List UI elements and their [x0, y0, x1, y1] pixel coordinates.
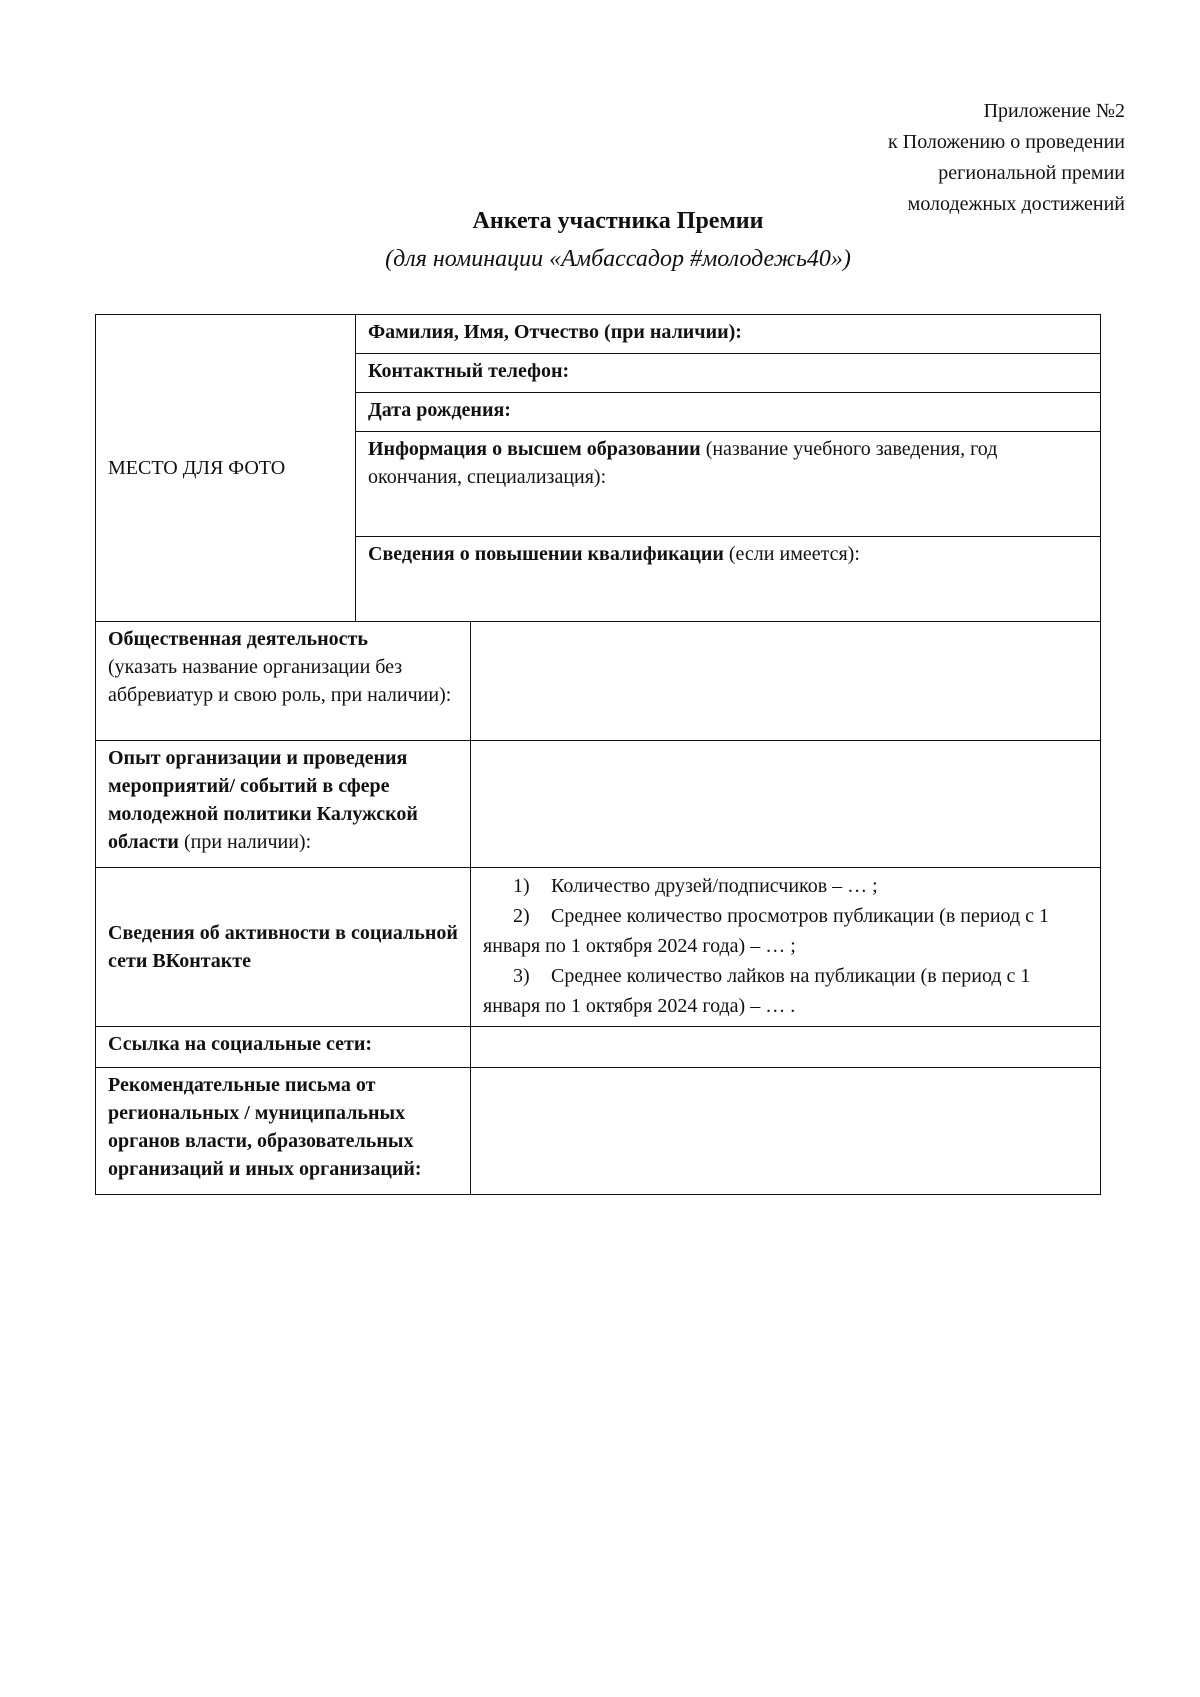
vk-stat-item [483, 961, 1090, 1021]
vk-activity-label: Сведения об активности в социальной сети ВКонтакте [108, 922, 458, 972]
vk-stat-number: 3) [513, 965, 530, 987]
appendix-note [888, 96, 1125, 220]
birth-date-label: Дата рождения: [368, 399, 511, 421]
document-title-text: Анкета участника Премии [472, 208, 764, 234]
social-activity-hint: (указать название организации без аббревиатур и свою роль, при наличии): [108, 656, 452, 706]
events-input[interactable] [471, 741, 1101, 868]
qualification-field[interactable] [356, 537, 1101, 622]
form-row-recommendation-letters [96, 1068, 1101, 1195]
social-activity-input[interactable] [471, 622, 1101, 741]
vk-stats-input[interactable] [471, 868, 1101, 1027]
letters-label-cell [96, 1068, 471, 1195]
social-activity-label: Общественная деятельность [108, 628, 368, 650]
vk-label-cell [96, 868, 471, 1027]
document-subtitle [0, 246, 1200, 273]
vk-stat-number: 2) [513, 905, 530, 927]
social-links-label: Ссылка на социальные сети: [108, 1033, 373, 1055]
photo-placeholder-label: МЕСТО ДЛЯ ФОТО [108, 457, 286, 479]
appendix-line: молодежных достижений [907, 193, 1125, 215]
education-hint: (название учебного заведения, год окончания, специализация): [368, 438, 998, 488]
appendix-line: региональной премии [938, 162, 1125, 184]
form-row-vk-activity [96, 868, 1101, 1027]
social-activity-label-cell [96, 622, 471, 741]
document-subtitle-text: (для номинации «Амбассадор #молодежь40») [385, 246, 851, 272]
qualification-label: Сведения о повышении квалификации [368, 543, 724, 565]
social-links-input[interactable] [471, 1027, 1101, 1068]
form-row-social-links [96, 1027, 1101, 1068]
vk-stat-item [483, 871, 1090, 901]
photo-placeholder [96, 315, 356, 622]
recommendation-letters-label: Рекомендательные письма от региональных / муниципальных органов власти, образовательных организаций и иных организаций: [108, 1074, 422, 1180]
birth-date-field[interactable] [356, 393, 1101, 432]
education-label: Информация о высшем образовании [368, 438, 701, 460]
form-row-full-name [96, 315, 1101, 354]
appendix-line: Приложение №2 [983, 100, 1125, 122]
vk-stat-text: Среднее количество лайков на публикации (в период с 1 января по 1 октября 2024 года) – … . [483, 965, 1031, 1017]
events-hint: (при наличии): [183, 831, 312, 853]
participant-form-table [95, 314, 1101, 1195]
events-label: Опыт организации и проведения мероприятий/ событий в сфере молодежной политики Калужской области [108, 747, 418, 853]
qualification-hint: (если имеется): [728, 543, 860, 565]
vk-stat-number: 1) [513, 875, 530, 897]
recommendation-letters-input[interactable] [471, 1068, 1101, 1195]
full-name-label: Фамилия, Имя, Отчество (при наличии): [368, 321, 742, 343]
vk-stat-text: Количество друзей/подписчиков – … ; [551, 875, 878, 897]
phone-field[interactable] [356, 354, 1101, 393]
education-field[interactable] [356, 432, 1101, 537]
events-label-cell [96, 741, 471, 868]
form-row-social-activity [96, 622, 1101, 741]
phone-label: Контактный телефон: [368, 360, 570, 382]
vk-stat-text: Среднее количество просмотров публикации (в период с 1 января по 1 октября 2024 года) – … ; [483, 905, 1050, 957]
vk-stat-item [483, 901, 1090, 961]
document-title [0, 208, 1200, 235]
links-label-cell [96, 1027, 471, 1068]
form-row-events-experience [96, 741, 1101, 868]
full-name-field[interactable] [356, 315, 1101, 354]
appendix-line: к Положению о проведении [888, 131, 1125, 153]
vk-stats-list [483, 871, 1090, 1021]
